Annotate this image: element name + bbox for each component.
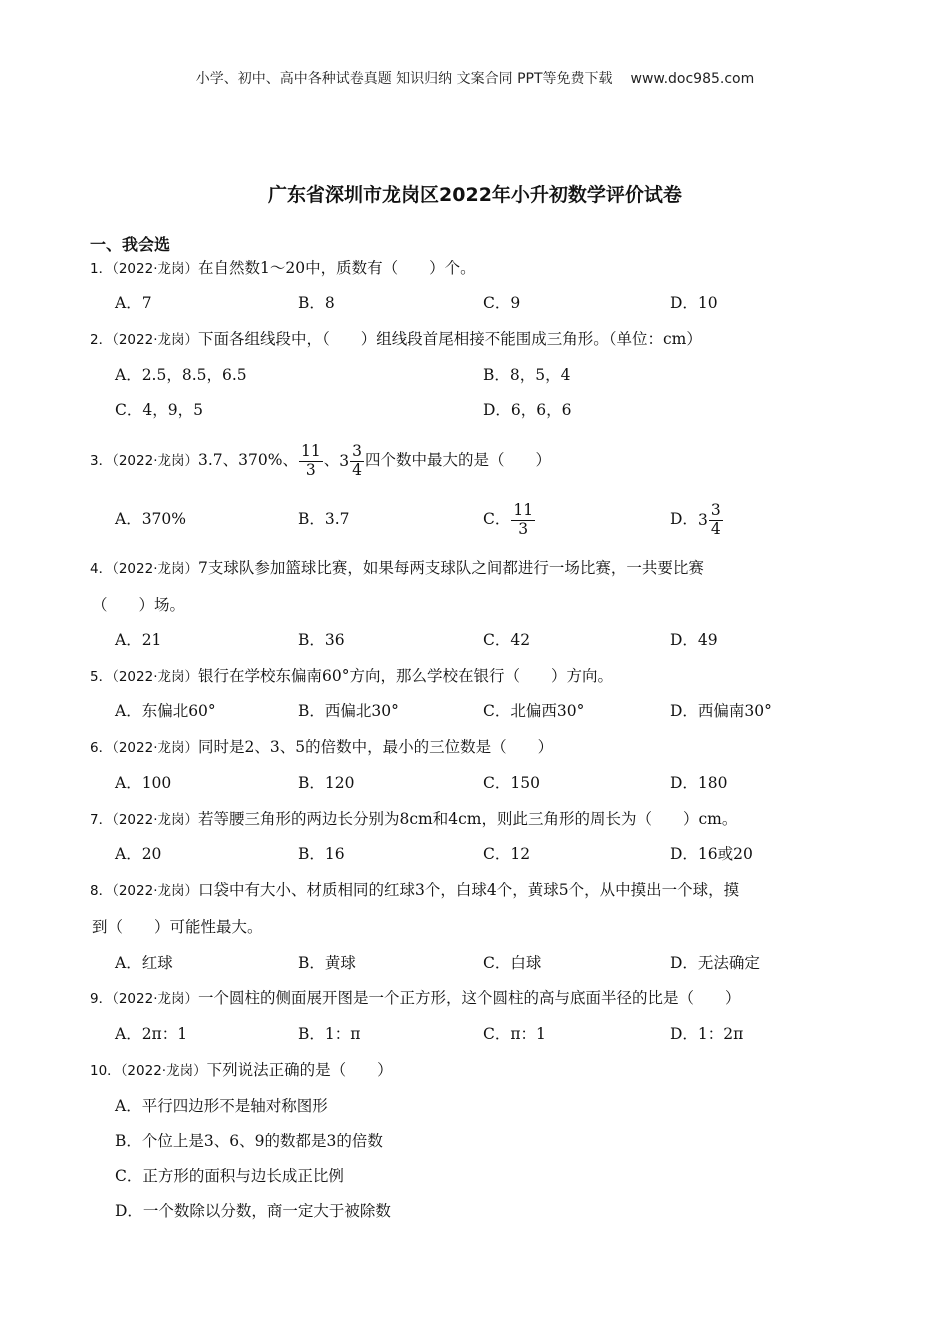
option-c: C． $\frac{11}{3}$ <box>483 500 534 538</box>
option-b: B．36 <box>298 631 345 649</box>
option-c: C．42 <box>483 631 531 649</box>
question-5: 5．（2022·龙岗）银行在学校东偏南60°方向，那么学校在银行（ ）方向。 <box>90 667 613 685</box>
option-b: B．8 <box>298 294 335 312</box>
option-c: C．4，9，5 <box>115 401 203 419</box>
question-2: 2．（2022·龙岗）下面各组线段中，（ ）组线段首尾相接不能围成三角形。（单位：cm） <box>90 330 702 348</box>
option-c: C．白球 <box>483 954 542 972</box>
option-b: B．黄球 <box>298 954 356 972</box>
option-d: D．16或20 <box>670 845 753 863</box>
option-d: D．一个数除以分数，商一定大于被除数 <box>115 1202 391 1220</box>
question-10: 10．（2022·龙岗）下列说法正确的是（ ） <box>90 1061 393 1079</box>
option-b: B．个位上是3、6、9的数都是3的倍数 <box>115 1132 383 1150</box>
page-header <box>0 68 950 88</box>
option-a: A．平行四边形不是轴对称图形 <box>115 1097 328 1115</box>
option-d: D．180 <box>670 774 728 792</box>
option-a: A．7 <box>115 294 152 312</box>
option-b: B．120 <box>298 774 355 792</box>
page-title: 广东省深圳市龙岗区2022年小升初数学评价试卷 <box>268 184 682 206</box>
option-d: D．无法确定 <box>670 954 760 972</box>
option-c: C．9 <box>483 294 521 312</box>
option-a: A．100 <box>115 774 172 792</box>
option-d: D．1：2π <box>670 1025 744 1043</box>
option-d: D．西偏南30° <box>670 702 772 720</box>
option-a: A．370% <box>115 510 187 528</box>
option-d: D．10 <box>670 294 718 312</box>
question-6: 6．（2022·龙岗）同时是2、3、5的倍数中，最小的三位数是（ ） <box>90 738 554 756</box>
question-8-continued: 到（ ）可能性最大。 <box>92 918 263 936</box>
question-1: 1．（2022·龙岗）在自然数1～20中，质数有（ ）个。 <box>90 259 476 277</box>
option-c: C．正方形的面积与边长成正比例 <box>115 1167 344 1185</box>
question-8: 8．（2022·龙岗）口袋中有大小、材质相同的红球3个，白球4个，黄球5个，从中摸出一个球，摸 <box>90 881 740 899</box>
option-a: A．2.5，8.5，6.5 <box>115 366 247 384</box>
section-heading: 一、我会选 <box>90 235 171 254</box>
header-text: 小学、初中、高中各种试卷真题 知识归纳 文案合同 PPT等免费下载 <box>195 71 613 87</box>
question-9: 9．（2022·龙岗）一个圆柱的侧面展开图是一个正方形，这个圆柱的高与底面半径的比是（ ） <box>90 989 741 1007</box>
option-d: D．6，6，6 <box>483 401 572 419</box>
option-c: C．北偏西30° <box>483 702 585 720</box>
option-d: D．49 <box>670 631 718 649</box>
option-a: A．21 <box>115 631 162 649</box>
option-b: B．16 <box>298 845 345 863</box>
mixed-three-three-quarters: $\frac{3}{4}$ <box>352 441 362 479</box>
option-a: A．东偏北60° <box>115 702 216 720</box>
option-c: C．12 <box>483 845 531 863</box>
option-c: C．π：1 <box>483 1025 546 1043</box>
option-c: C．150 <box>483 774 540 792</box>
option-b: B．西偏北30° <box>298 702 399 720</box>
question-3: 3．（2022·龙岗）3.7、370%、 $\frac{11}{3}$ 、3 $\frac{3}{4}$ 四个数中最大的是（ ） <box>90 441 551 479</box>
question-7: 7．（2022·龙岗）若等腰三角形的两边长分别为8cm和4cm，则此三角形的周长为（ ）cm。 <box>90 810 738 828</box>
option-b: B．3.7 <box>298 510 350 528</box>
option-a: A．2π：1 <box>115 1025 188 1043</box>
option-b: B．8，5，4 <box>483 366 571 384</box>
option-b: B．1：π <box>298 1025 361 1043</box>
fraction-eleven-thirds: $\frac{11}{3}$ <box>300 441 321 479</box>
header-site: www.doc985.com <box>630 71 755 87</box>
question-4-continued: （ ）场。 <box>92 596 186 614</box>
option-d: D．3 $\frac{3}{4}$ <box>670 500 721 538</box>
question-4: 4．（2022·龙岗）7支球队参加篮球比赛，如果每两支球队之间都进行一场比赛，一共要比赛 <box>90 559 704 577</box>
option-a: A．20 <box>115 845 162 863</box>
option-a: A．红球 <box>115 954 173 972</box>
